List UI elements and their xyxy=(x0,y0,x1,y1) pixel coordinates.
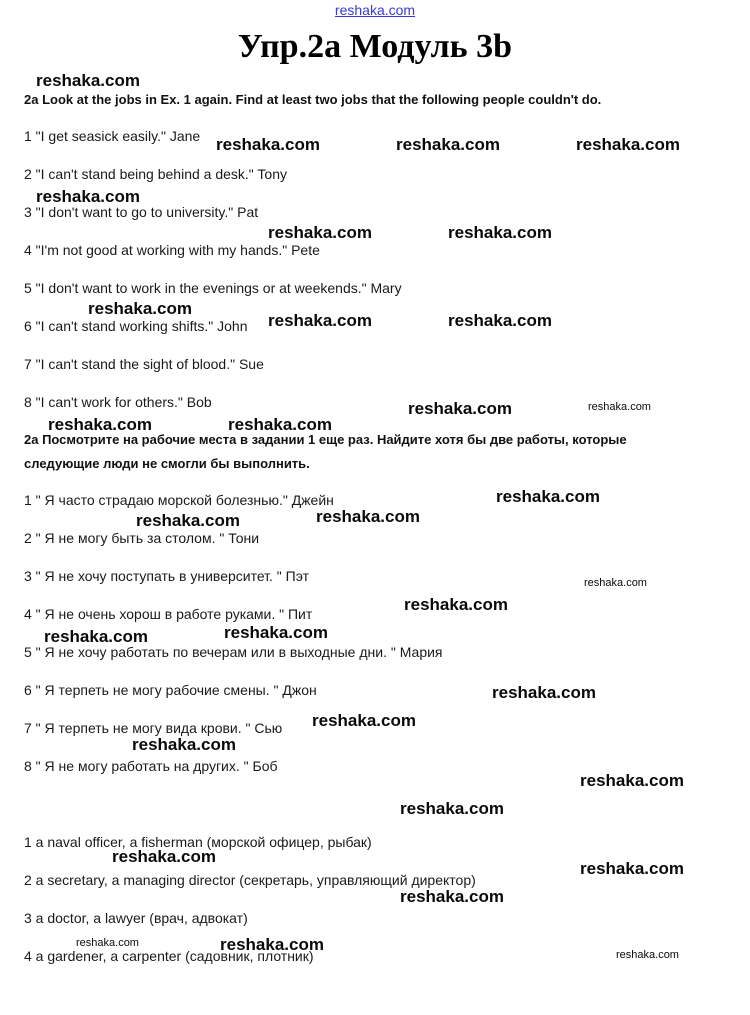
watermark: reshaka.com xyxy=(132,735,236,754)
watermark: reshaka.com xyxy=(396,135,500,154)
russian-item-4: 4 " Я не очень хорош в работе руками. " Пит xyxy=(24,606,313,622)
russian-item-2: 2 " Я не могу быть за столом. " Тони xyxy=(24,530,260,546)
watermark: reshaka.com xyxy=(268,223,372,242)
watermark: reshaka.com xyxy=(228,415,332,434)
english-instruction: 2a Look at the jobs in Ex. 1 again. Find at least two jobs that the following people couldn't do. xyxy=(24,92,602,107)
watermark: reshaka.com xyxy=(220,935,324,954)
russian-item-7: 7 " Я терпеть не могу вида крови. " Сью xyxy=(24,720,283,736)
russian-item-3: 3 " Я не хочу поступать в университет. " Пэт xyxy=(24,568,309,584)
watermark: reshaka.com xyxy=(580,771,684,790)
watermark-small: reshaka.com xyxy=(76,937,139,949)
watermark: reshaka.com xyxy=(576,135,680,154)
watermark: reshaka.com xyxy=(448,311,552,330)
answer-3: 3 a doctor, a lawyer (врач, адвокат) xyxy=(24,910,248,926)
watermark-small: reshaka.com xyxy=(588,401,651,413)
watermark: reshaka.com xyxy=(216,135,320,154)
russian-item-8: 8 " Я не могу работать на других. " Боб xyxy=(24,758,278,774)
watermark: reshaka.com xyxy=(312,711,416,730)
watermark: reshaka.com xyxy=(136,511,240,530)
russian-item-1: 1 " Я часто страдаю морской болезнью." Джейн xyxy=(24,492,334,508)
watermark: reshaka.com xyxy=(404,595,508,614)
watermark: reshaka.com xyxy=(88,299,192,318)
english-item-3: 3 "I don't want to go to university." Pat xyxy=(24,204,259,220)
watermark-small: reshaka.com xyxy=(616,949,679,961)
english-item-1: 1 "I get seasick easily." Jane xyxy=(24,128,201,144)
english-item-4: 4 "I'm not good at working with my hands." Pete xyxy=(24,242,320,258)
watermark: reshaka.com xyxy=(224,623,328,642)
answer-4: 4 a gardener, a carpenter (садовник, плотник) xyxy=(24,948,314,964)
watermark: reshaka.com xyxy=(400,799,504,818)
watermark: reshaka.com xyxy=(408,399,512,418)
watermark: reshaka.com xyxy=(448,223,552,242)
watermark-small: reshaka.com xyxy=(584,577,647,589)
watermark: reshaka.com xyxy=(400,887,504,906)
russian-instruction-line-2: следующие люди не смогли бы выполнить. xyxy=(24,456,310,471)
watermark: reshaka.com xyxy=(268,311,372,330)
english-item-2: 2 "I can't stand being behind a desk." Tony xyxy=(24,166,287,182)
english-item-6: 6 "I can't stand working shifts." John xyxy=(24,318,248,334)
watermark: reshaka.com xyxy=(36,71,140,90)
english-item-7: 7 "I can't stand the sight of blood." Sue xyxy=(24,356,264,372)
answer-1: 1 a naval officer, a fisherman (морской офицер, рыбак) xyxy=(24,834,372,850)
watermark: reshaka.com xyxy=(580,859,684,878)
watermark: reshaka.com xyxy=(496,487,600,506)
watermark: reshaka.com xyxy=(112,847,216,866)
russian-instruction-line-1: 2a Посмотрите на рабочие места в задании 1 еще раз. Найдите хотя бы две работы, которые xyxy=(24,432,627,447)
russian-item-5: 5 " Я не хочу работать по вечерам или в выходные дни. " Мария xyxy=(24,644,443,660)
english-item-5: 5 "I don't want to work in the evenings or at weekends." Mary xyxy=(24,280,402,296)
answer-2: 2 a secretary, a managing director (секретарь, управляющий директор) xyxy=(24,872,476,888)
russian-item-6: 6 " Я терпеть не могу рабочие смены. " Джон xyxy=(24,682,317,698)
page-title: Упр.2а Модуль 3b xyxy=(237,28,513,65)
watermark: reshaka.com xyxy=(36,187,140,206)
english-item-8: 8 "I can't work for others." Bob xyxy=(24,394,212,410)
watermark: reshaka.com xyxy=(492,683,596,702)
watermark: reshaka.com xyxy=(316,507,420,526)
watermark: reshaka.com xyxy=(44,627,148,646)
site-link[interactable]: reshaka.com xyxy=(334,2,416,18)
watermark: reshaka.com xyxy=(48,415,152,434)
